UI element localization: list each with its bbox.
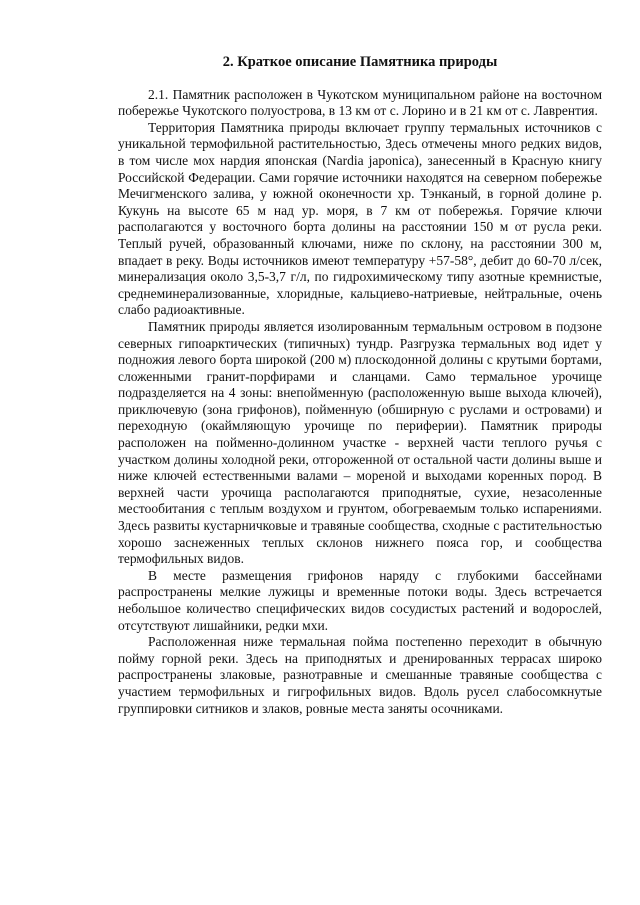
paragraph-floodplain: Расположенная ниже термальная пойма постепенно переходит в обычную пойму горной реки. Здесь на приподнятых и дренированных террасах широко распространены злаковые, разнотравные и смешанные травяные сообщества с участием термофильных и гигрофильных видов. Вдоль русел слабосомкнутые группировки ситников и злаков, ровные места заняты осочниками. bbox=[118, 634, 602, 716]
section-heading: 2. Краткое описание Памятника природы bbox=[222, 54, 498, 70]
paragraph-griffons: В месте размещения грифонов наряду с глубокими бассейнами распространены мелкие лужицы и временные потоки воды. Здесь встречается небольшое количество специфических видов сосудистых растений и водорослей, отсутствуют лишайники, редки мхи. bbox=[118, 567, 602, 633]
paragraph-location: 2.1. Памятник расположен в Чукотском муниципальном районе на восточном побережье Чукотского полуострова, в 13 км от с. Лорино и в 21 км от с. Лаврентия. bbox=[118, 86, 602, 119]
document-page bbox=[118, 54, 602, 717]
paragraph-thermal-island: Памятник природы является изолированным термальным островом в подзоне северных гипоарктических (типичных) тундр. Разгрузка термальных вод идет у подножия левого борта широкой (200 м) плоскодонной долины с крутыми бортами, сложенными гранит-порфирами и сланцами. Само термальное урочище подразделяется на 4 зоны: внепойменную (расположенную выше выхода ключей), приключевую (зона грифонов), пойменную (обширную с руслами и островами) и переходную (окаймляющую урочище по периферии). Памятник природы расположен на пойменно-долинном участке - верхней части теплого ручья с участком долины холодной реки, отгороженной от остальной части долины выше и ниже ключей естественными валами – мореной и выходами коренных пород. В верхней части урочища располагаются приподнятые, сухие, незасоленные местообитания с теплым воздухом и грунтом, обогреваемым только испарениями. Здесь развиты кустарничковые и травяные сообщества, сходные с растительностью хорошо заснеженных теплых склонов нижнего пояса гор, и сообщества термофильных видов. bbox=[118, 318, 602, 567]
paragraph-territory: Территория Памятника природы включает группу термальных источников с уникальной термофильной растительностью, Здесь отмечены много редких видов, в том числе мох нардия японская (Nardia japonica), занесенный в Красную книгу Российской Федерации. Сами горячие источники находятся на северном побережье Мечигменского залива, у южной оконечности хр. Тэнканый, в горной долине р. Кукунь на высоте 65 м над ур. моря, в 7 км от побережья. Горячие ключи располагаются у восточного борта долины на расстоянии 150 м от русла реки. Теплый ручей, образованный ключами, ниже по склону, на расстоянии 300 м, впадает в реку. Воды источников имеют температуру +57-58°, дебит до 60-70 л/сек, минерализация около 3,5-3,7 г/л, по гидрохимическому типу азотные кремнистые, среднеминерализованные, хлоридные, кальциево-натриевые, нейтральные, очень слабо радиоактивные. bbox=[118, 119, 602, 318]
